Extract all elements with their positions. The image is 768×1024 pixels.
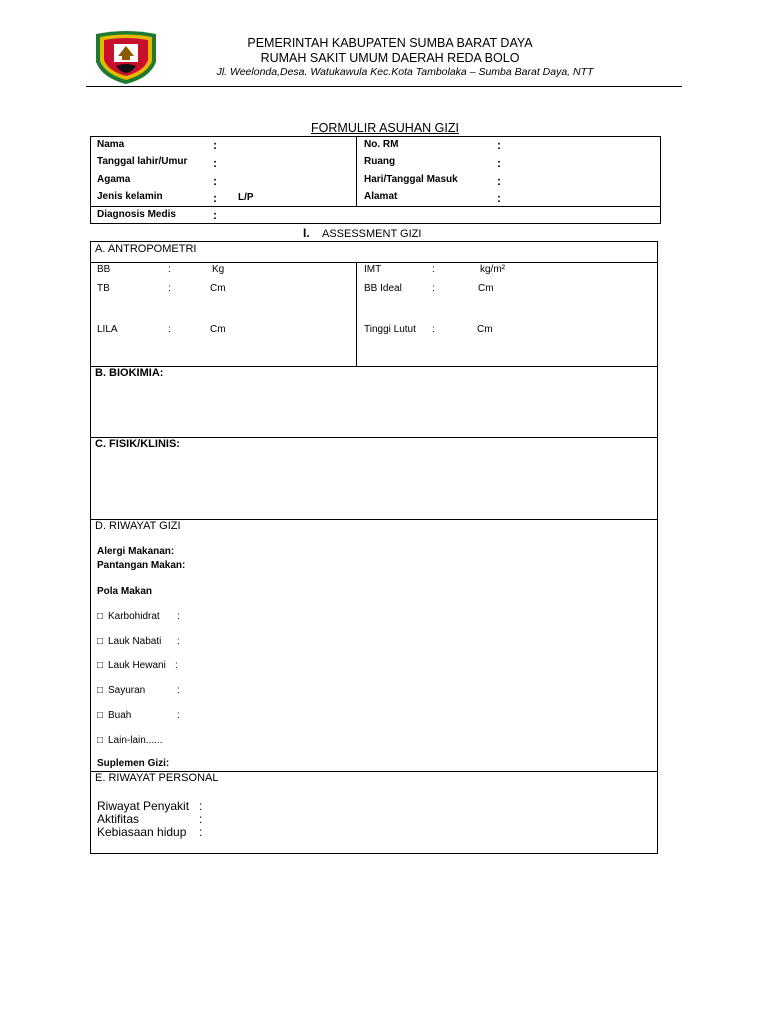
colon: : [175,660,178,671]
checkbox-icon[interactable]: □ [97,735,104,746]
colon: : [168,264,171,275]
header-government-line: PEMERINTAH KABUPATEN SUMBA BARAT DAYA [247,36,533,50]
colon: : [168,283,171,294]
colon: : [199,812,203,826]
colon: : [168,324,171,335]
label-alergi-makanan: Alergi Makanan: [97,546,175,557]
pola-item-buah: Buah [108,710,132,721]
checkbox-icon[interactable]: □ [97,636,104,647]
label-aktifitas: Aktifitas [97,812,140,826]
identity-divider-horizontal [90,206,661,207]
colon: : [177,685,180,696]
colon: : [213,208,217,222]
pola-item-sayuran: Sayuran [108,685,146,696]
label-bb: BB [97,264,111,275]
colon: : [177,611,180,622]
unit-cm: Cm [210,324,226,335]
identity-divider-vertical [356,136,357,207]
checkbox-icon[interactable]: □ [97,611,104,622]
colon: : [213,174,217,188]
label-bb-ideal: BB Ideal [364,283,402,294]
colon: : [213,138,217,152]
riwayat-gizi-box [90,519,658,772]
label-tb: TB [97,283,110,294]
pola-item-karbohidrat: Karbohidrat [108,611,160,622]
label-tinggi-lutut: Tinggi Lutut [364,324,416,335]
header-hospital-name: RUMAH SAKIT UMUM DAERAH REDA BOLO [260,51,520,65]
label-tanggal-lahir: Tanggal lahir/Umur [97,156,188,167]
colon: : [199,825,203,839]
pola-item-lauk-hewani: Lauk Hewani [108,660,166,671]
antropometri-title: A. ANTROPOMETRI [95,243,197,255]
antropometri-header-line [90,262,658,263]
label-diagnosis-medis: Diagnosis Medis [97,209,176,220]
colon: : [213,191,217,205]
form-title: FORMULIR ASUHAN GIZI [311,121,459,135]
label-riwayat-penyakit: Riwayat Penyakit [97,799,190,813]
label-no-rm: No. RM [364,139,399,150]
label-kebiasaan-hidup: Kebiasaan hidup [97,825,187,839]
colon: : [497,191,501,205]
colon: : [432,283,435,294]
label-pola-makan: Pola Makan [97,586,153,597]
label-hari-tanggal-masuk: Hari/Tanggal Masuk [364,174,458,185]
checkbox-icon[interactable]: □ [97,710,104,721]
colon: : [177,710,180,721]
label-ruang: Ruang [364,156,396,167]
label-jenis-kelamin: Jenis kelamin [97,191,163,202]
section-roman-numeral: I. [303,226,310,240]
section-title-assessment: ASSESSMENT GIZI [322,228,422,240]
riwayat-personal-title: E. RIWAYAT PERSONAL [95,772,219,784]
biokimia-box [90,366,658,438]
antropometri-box [90,241,658,367]
colon: : [432,324,435,335]
label-alamat: Alamat [364,191,398,202]
unit-cm: Cm [477,324,493,335]
fisik-klinis-title: C. FISIK/KLINIS: [95,438,180,450]
label-imt: IMT [364,264,382,275]
colon: : [497,138,501,152]
colon: : [497,174,501,188]
colon: : [213,156,217,170]
biokimia-title: B. BIOKIMIA: [95,367,164,379]
pola-item-lain-lain: Lain-lain...... [108,735,163,746]
riwayat-gizi-title: D. RIWAYAT GIZI [95,520,181,532]
unit-cm: Cm [478,283,494,294]
antropometri-divider [356,262,357,367]
jenis-kelamin-value: L/P [238,192,254,203]
label-pantangan-makan: Pantangan Makan: [97,560,186,571]
unit-kg: Kg [212,264,225,275]
header-divider [86,86,682,87]
colon: : [199,799,203,813]
header-address: Jl. Weelonda,Desa. Watukawula Kec.Kota Tambolaka – Sumba Barat Daya, NTT [216,66,594,78]
hospital-logo [92,28,160,86]
pola-item-lauk-nabati: Lauk Nabati [108,636,162,647]
label-suplemen-gizi: Suplemen Gizi: [97,758,170,769]
label-lila: LILA [97,324,118,335]
colon: : [177,636,180,647]
colon: : [432,264,435,275]
checkbox-icon[interactable]: □ [97,685,104,696]
checkbox-icon[interactable]: □ [97,660,104,671]
label-nama: Nama [97,139,125,150]
colon: : [497,156,501,170]
unit-kg-m2: kg/m² [480,264,505,275]
label-agama: Agama [97,174,131,185]
unit-cm: Cm [210,283,226,294]
